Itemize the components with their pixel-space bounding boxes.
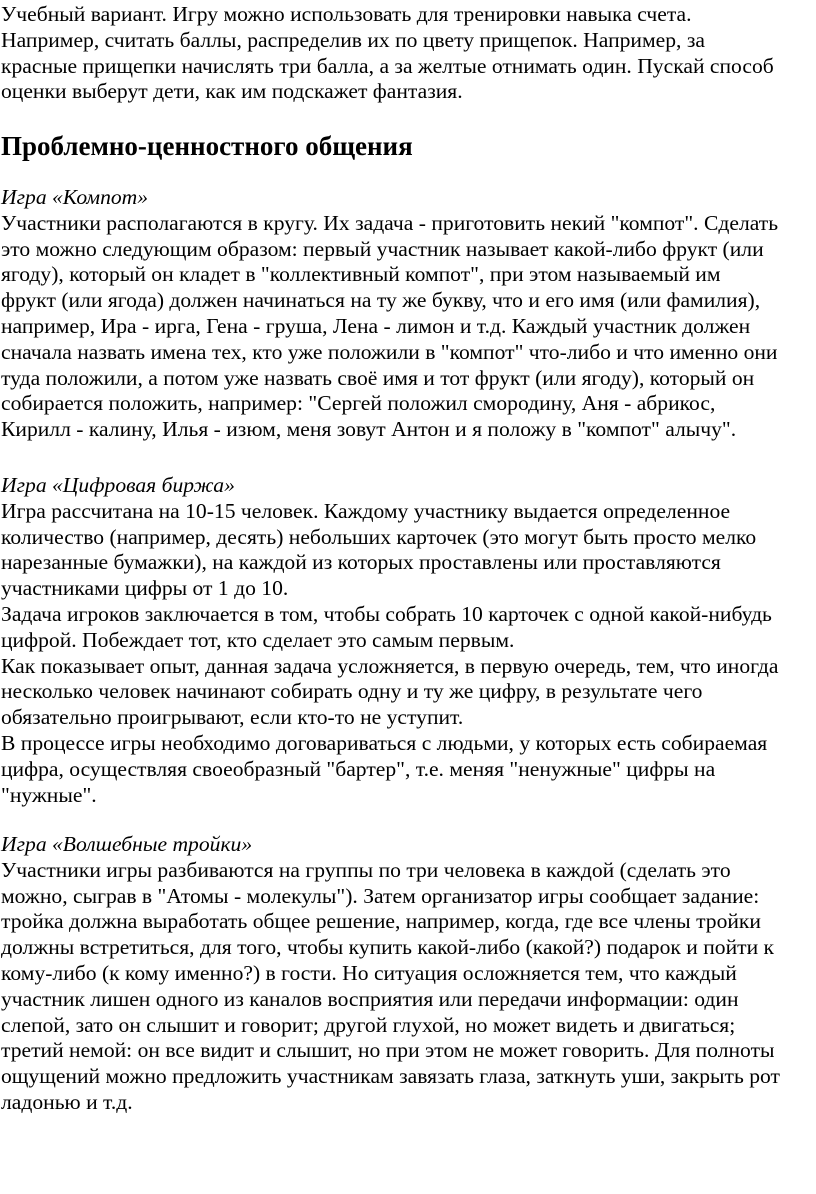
text-line: это можно следующим образом: первый участник называет какой-либо фрукт (или [1, 236, 764, 261]
text-line: несколько человек начинают собирать одну и ту же цифру, в результате чего [1, 679, 703, 704]
intro-paragraph [1, 2, 816, 105]
text-line: фрукт (или ягода) должен начинаться на ту же букву, что и его имя (или фамилия), [1, 288, 761, 313]
game-digital-exchange [1, 473, 816, 808]
text-line: Игра рассчитана на 10-15 человек. Каждому участнику выдается определенное [1, 498, 731, 523]
text-line: например, Ира - ирга, Гена - груша, Лена - лимон и т.д. Каждый участник должен [1, 313, 751, 338]
text-line: Как показывает опыт, данная задача усложняется, в первую очередь, тем, что иногда [1, 653, 779, 678]
game-title: Игра «Компот» [1, 185, 149, 209]
text-line: ладонью и т.д. [1, 1089, 133, 1114]
text-line: цифра, осуществляя своеобразный "бартер", т.е. меняя "ненужные" цифры на [1, 756, 716, 781]
text-line: сначала назвать имена тех, кто уже положили в "компот" что-либо и что именно они [1, 339, 778, 364]
text-line: обязательно проигрывают, если кто-то не уступит. [1, 705, 464, 730]
text-line: количество (например, десять) небольших карточек (это могут быть просто мелко [1, 524, 757, 549]
text-line: цифрой. Побеждает тот, кто сделает это самым первым. [1, 627, 515, 652]
game-title: Игра «Волшебные тройки» [1, 832, 253, 856]
text-line: оценки выберут дети, как им подскажет фантазия. [1, 79, 463, 104]
game-title: Игра «Цифровая биржа» [1, 473, 235, 497]
text-line: ощущений можно предложить участникам завязать глаза, заткнуть уши, закрыть рот [1, 1064, 780, 1089]
text-line: туда положили, а потом уже назвать своё имя и тот фрукт (или ягоду), который он [1, 365, 755, 390]
text-line: Например, считать баллы, распределив их по цвету прищепок. Например, за [1, 27, 705, 52]
text-line: участник лишен одного из каналов восприятия или передачи информации: один [1, 986, 739, 1011]
text-line: кому-либо (к кому именно?) в гости. Но ситуация осложняется тем, что каждый [1, 960, 737, 985]
text-line: Учебный вариант. Игру можно использовать для тренировки навыка счета. [1, 2, 692, 26]
text-line: третий немой: он все видит и слышит, но при этом не может говорить. Для полноты [1, 1038, 775, 1063]
text-line: "нужные". [1, 782, 97, 807]
text-line: красные прищепки начислять три балла, а за желтые отнимать один. Пускай способ [1, 53, 774, 78]
text-line: Кирилл - калину, Илья - изюм, меня зовут Антон и я положу в "компот" алычу". [1, 417, 737, 442]
game-compot [1, 185, 816, 443]
text-line: Участники располагаются в кругу. Их задача - приготовить некий "компот". Сделать [1, 210, 779, 235]
text-line: собирается положить, например: "Сергей положил смородину, Аня - абрикос, [1, 391, 716, 416]
text-line: Задача игроков заключается в том, чтобы собрать 10 карточек с одной какой-нибудь [1, 601, 772, 626]
text-line: тройка должна выработать общее решение, например, когда, где все члены тройки [1, 909, 761, 934]
game-magic-triples [1, 832, 816, 1116]
text-line: Участники игры разбиваются на группы по три человека в каждой (сделать это [1, 857, 731, 882]
text-line: слепой, зато он слышит и говорит; другой глухой, но может видеть и двигаться; [1, 1012, 736, 1037]
text-line: нарезанные бумажки), на каждой из которых проставлены или проставляются [1, 550, 721, 575]
text-line: В процессе игры необходимо договариваться с людьми, у которых есть собираемая [1, 730, 768, 755]
text-line: можно, сыграв в "Атомы - молекулы"). Затем организатор игры сообщает задание: [1, 883, 760, 908]
text-line: ягоду), который он кладет в "коллективный компот", при этом называемый им [1, 262, 721, 287]
text-line: участниками цифры от 1 до 10. [1, 576, 289, 601]
text-line: должны встретиться, для того, чтобы купить какой-либо (какой?) подарок и пойти к [1, 935, 775, 960]
section-heading: Проблемно-ценностного общения [1, 131, 413, 161]
